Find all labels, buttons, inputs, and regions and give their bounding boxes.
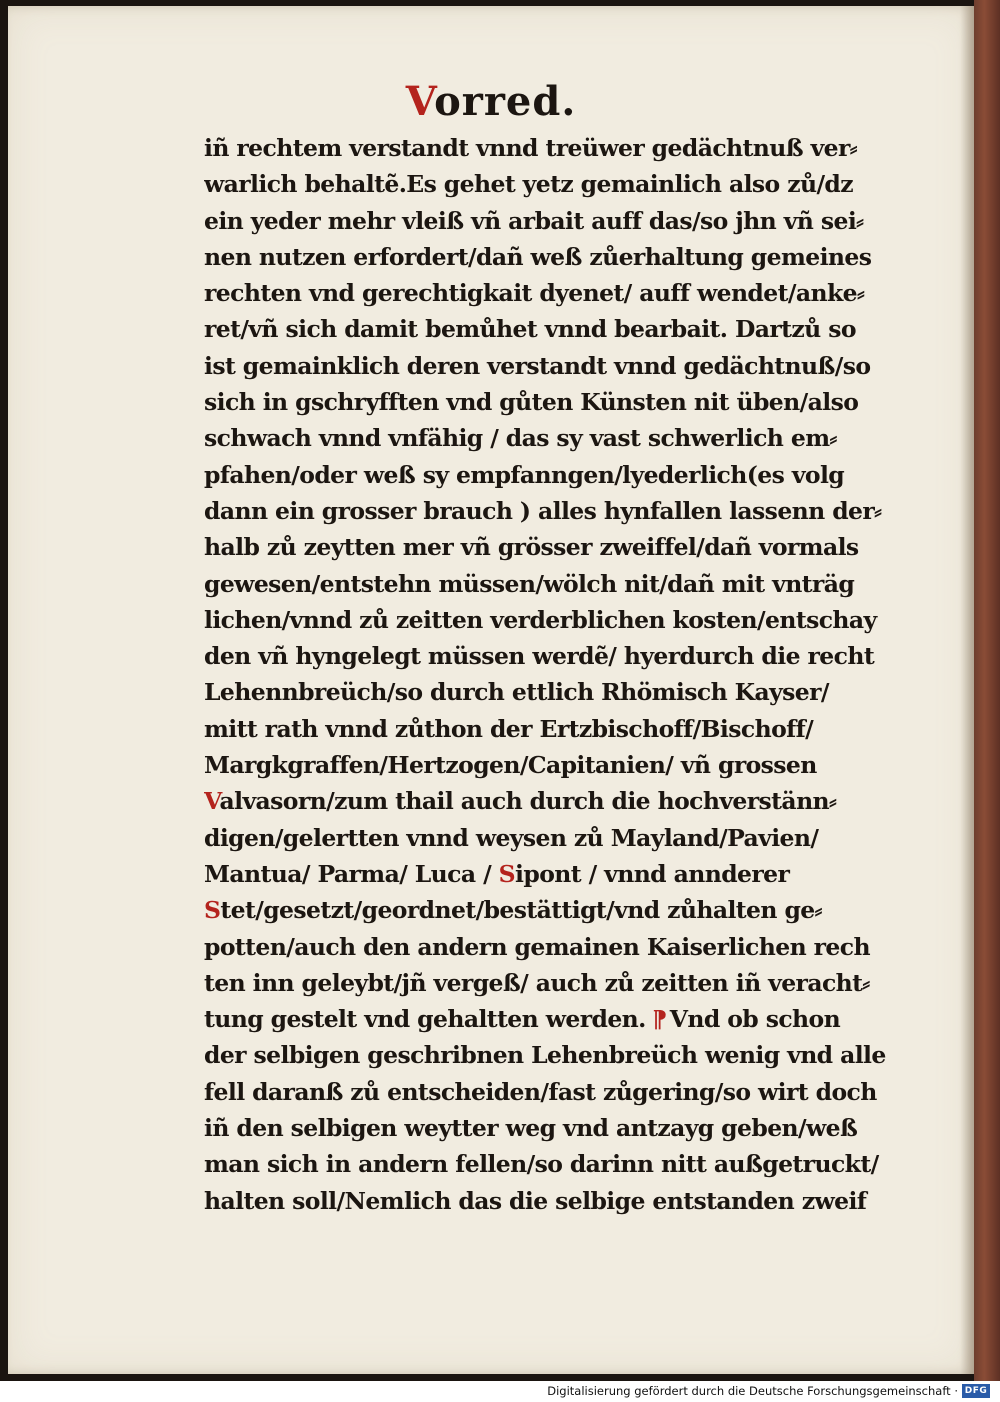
text-line [204, 892, 904, 928]
red-initial-v: V [204, 787, 220, 816]
heading-red-initial: V [405, 78, 435, 125]
text-segment: warlich behaltẽ. [204, 170, 407, 199]
text-line [204, 166, 904, 202]
book-spine [974, 0, 1000, 1381]
text-line: der selbigen geschribnen Lehenbreüch wenig vnd alle [204, 1041, 886, 1070]
text-segment: tung gestelt vnd gehaltten werden. [204, 1005, 646, 1034]
text-line: Margkgraffen/Hertzogen/Capitanien/ vñ grossen [204, 751, 817, 780]
text-line: mitt rath vnnd zůthon der Ertzbischoff/Bischoff/ [204, 714, 814, 743]
red-initial-s: S [204, 896, 221, 925]
text-line [204, 1001, 904, 1037]
text-line [204, 783, 904, 819]
text-segment: Dartzů so [734, 315, 856, 344]
text-line: schwach vnnd vnfähig / das sy vast schwerlich em⸗ [204, 424, 837, 453]
text-line: fell daranß zů entscheiden/fast zůgering/so wirt doch [204, 1077, 877, 1106]
text-segment: Es gehet yetz gemainlich also zů/dz [406, 170, 853, 199]
text-line: sich in gschryfften vnd gůten Künsten nit üben/also [204, 388, 859, 417]
text-line: gewesen/entstehn müssen/wölch nit/dañ mit vnträg [204, 569, 855, 598]
text-line: ist gemainklich deren verstandt vnnd gedächtnuß/so [204, 351, 871, 380]
text-line: den vñ hyngelegt müssen werdẽ/ hyerdurch die recht [204, 642, 875, 671]
text-segment: tet/gesetzt/geordnet/bestättigt/vnd zůhalten ge⸗ [220, 896, 822, 925]
dfg-logo-icon: DFG [962, 1384, 990, 1398]
text-line: man sich in andern fellen/so darinn nitt außgetruckt/ [204, 1150, 879, 1179]
body-text [204, 130, 904, 1219]
page-gutter-shadow [960, 6, 974, 1374]
text-segment: ipont / vnnd annderer [515, 859, 790, 888]
book-page [8, 6, 974, 1374]
text-segment: Vnd ob schon [669, 1005, 841, 1034]
text-segment: alvasorn/zum thail auch durch die hochverstänn⸗ [219, 787, 837, 816]
text-segment: Mantua/ Parma/ Luca / [204, 859, 499, 888]
text-line: iñ rechtem verstandt vnnd treüwer gedächtnuß ver⸗ [204, 134, 857, 162]
text-line: lichen/vnnd zů zeitten verderblichen kosten/entschay [204, 605, 877, 634]
footer-credit: Digitalisierung gefördert durch die Deutsche Forschungsgemeinschaft · [547, 1384, 958, 1398]
heading-text: orred. [434, 78, 577, 125]
text-line: iñ den selbigen weytter weg vnd antzayg geben/weß [204, 1114, 858, 1143]
text-line: ein yeder mehr vleiß vñ arbait auff das/so jhn vñ sei⸗ [204, 206, 864, 235]
text-line: Lehennbreüch/so durch ettlich Rhömisch Kayser/ [204, 678, 829, 707]
text-line: pfahen/oder weß sy empfanngen/lyederlich(es volg [204, 460, 845, 489]
text-line [204, 311, 904, 347]
text-line: digen/gelertten vnnd weysen zů Mayland/Pavien/ [204, 823, 819, 852]
text-line: halb zů zeytten mer vñ grösser zweiffel/dañ vormals [204, 533, 859, 562]
text-line: halten soll/Nemlich das die selbige entstanden zweif [204, 1186, 867, 1215]
text-line [204, 856, 904, 892]
red-initial-s: S [498, 859, 516, 888]
text-line: nen nutzen erfordert/dañ weß zůerhaltung gemeines [204, 242, 872, 271]
paragraph-mark-icon: ¶ [653, 1005, 668, 1034]
digitization-footer [0, 1381, 1000, 1402]
text-line: dann ein grosser brauch ) alles hynfallen lassenn der⸗ [204, 496, 882, 525]
text-segment: ret/vñ sich damit bemůhet vnnd bearbait. [204, 315, 728, 344]
text-line: ten inn geleybt/jñ vergeß/ auch zů zeitten iñ veracht⸗ [204, 968, 870, 997]
text-line: potten/auch den andern gemainen Kaiserlichen rech [204, 932, 870, 961]
page-heading [8, 78, 974, 125]
text-line: rechten vnd gerechtigkait dyenet/ auff wendet/anke⸗ [204, 279, 865, 308]
